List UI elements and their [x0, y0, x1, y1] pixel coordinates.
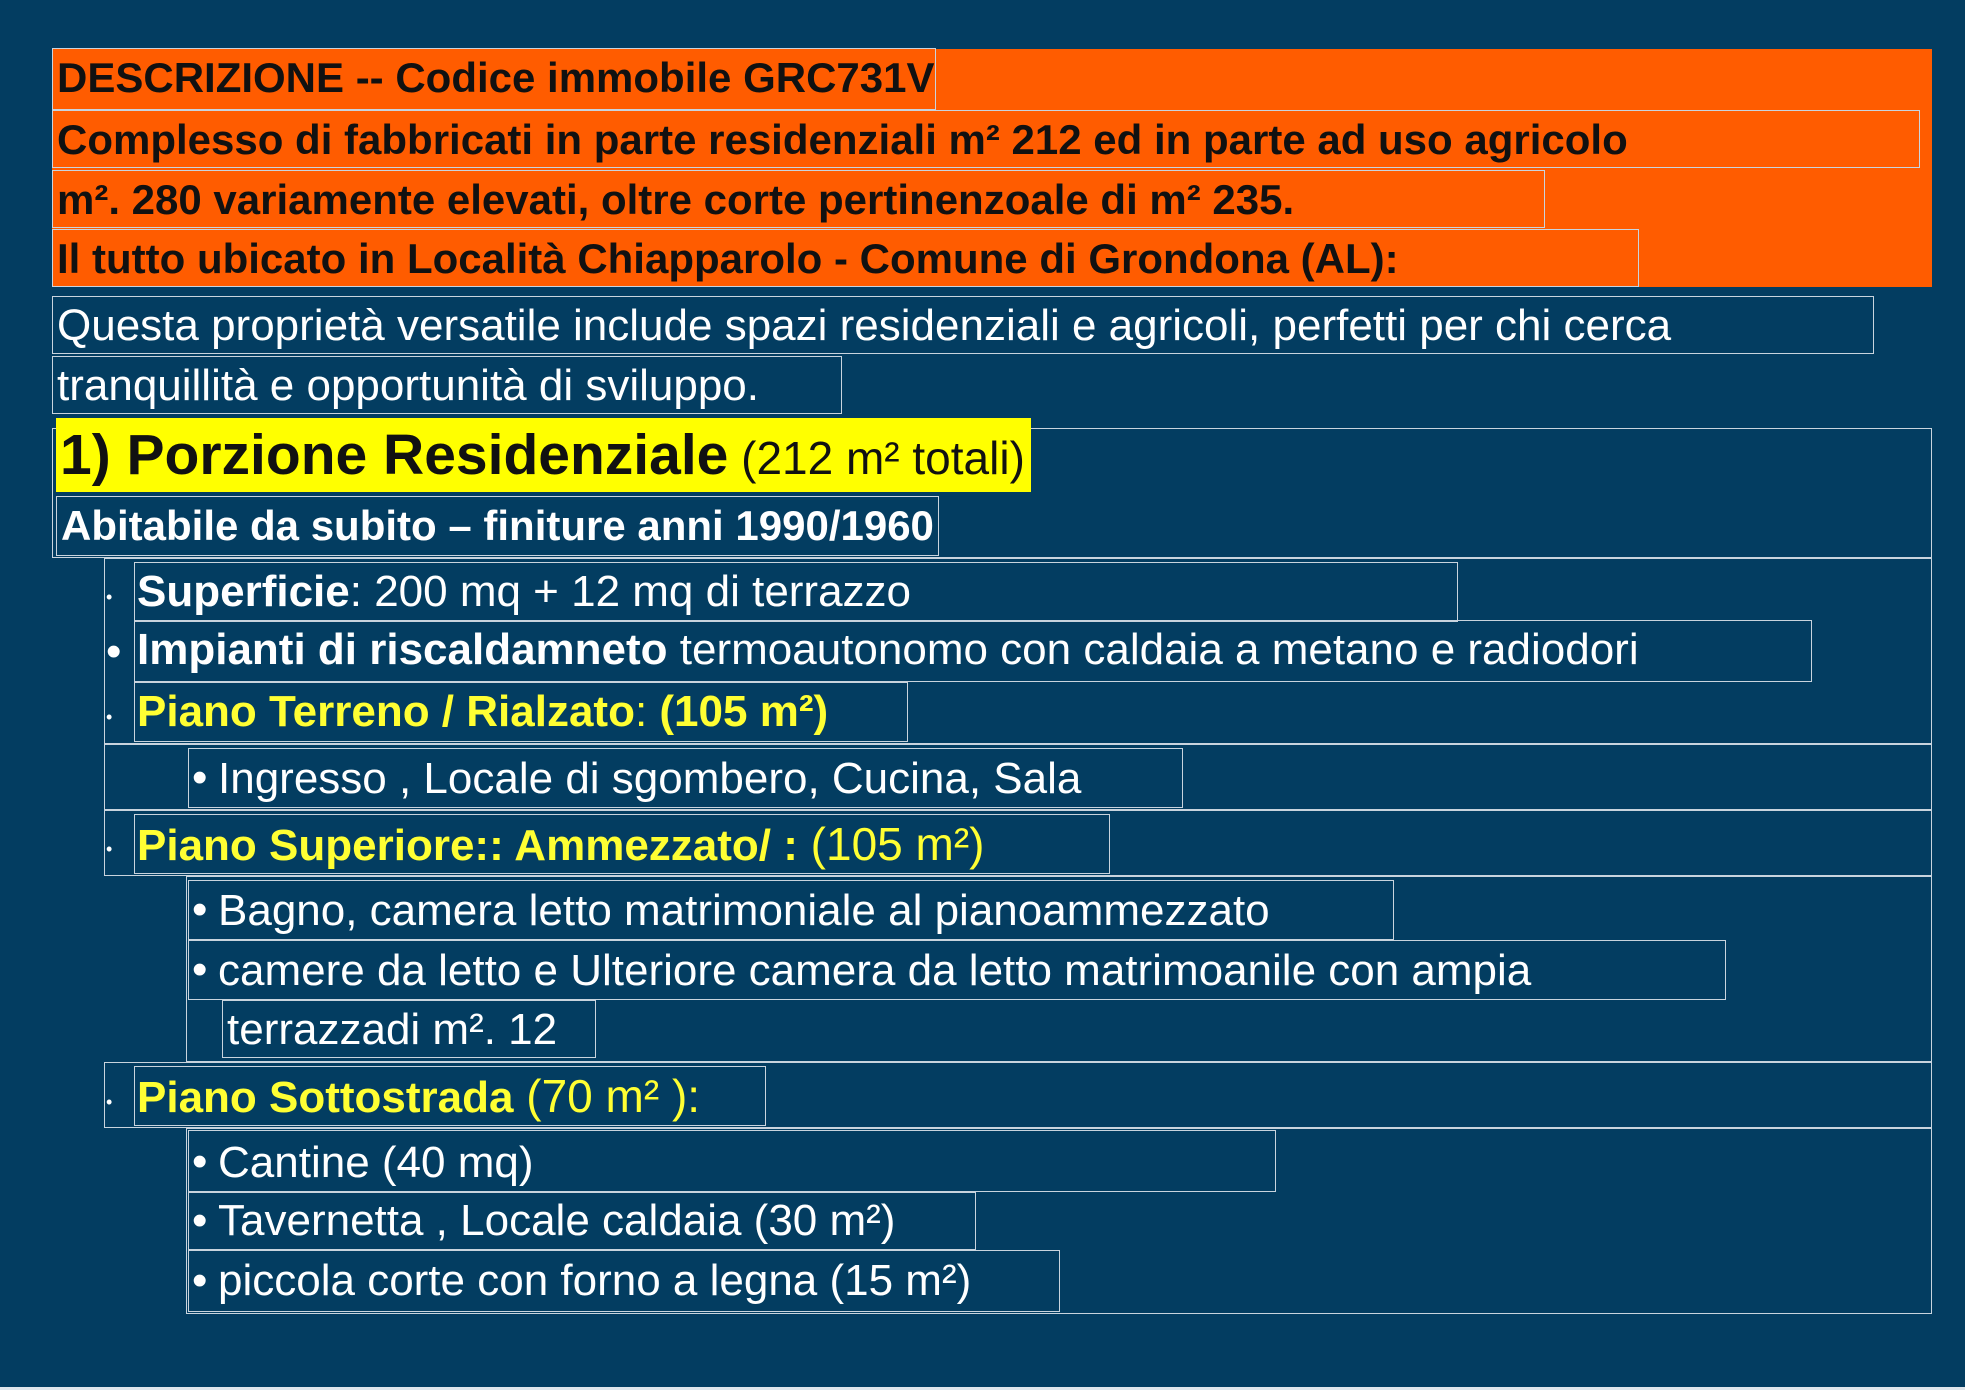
item-sottostrada-room2: Tavernetta , Locale caldaia (30 m²)	[218, 1196, 896, 1245]
bullet-superficie: •	[106, 587, 113, 607]
terreno-size: (105 m²)	[659, 687, 829, 736]
intro-line-1: Questa proprietà versatile include spazi residenziali e agricoli, perfetti per chi cerca	[52, 296, 1874, 354]
impianti-label: Impianti di riscaldamneto	[137, 625, 668, 674]
item-superficie	[134, 562, 1458, 622]
bullet-sottostrada: •	[106, 1092, 113, 1112]
sottostrada-size: (70 m² ):	[513, 1070, 701, 1122]
bullet-terreno: •	[106, 707, 113, 727]
superiore-label: Piano Superiore:: Ammezzato/ :	[137, 821, 798, 870]
superficie-label: Superficie	[137, 567, 350, 616]
bullet-sottostrada-room3: •	[192, 1256, 208, 1305]
section-1-title-size: (212 m² totali)	[728, 432, 1025, 484]
header-line-3: m². 280 variamente elevati, oltre corte pertinenzoale di m² 235.	[52, 170, 1545, 228]
sottostrada-label: Piano Sottostrada	[137, 1073, 514, 1122]
impianti-text: termoautonomo con caldaia a metano e radiodori	[667, 625, 1639, 674]
section-1-title-bold: 1) Porzione Residenziale	[60, 423, 729, 487]
section-1-subtitle: Abitabile da subito – finiture anni 1990/1960	[56, 496, 939, 556]
intro-line-2: tranquillità e opportunità di sviluppo.	[52, 356, 842, 414]
bullet-impianti: •	[106, 627, 122, 676]
item-sottostrada-room1: Cantine (40 mq)	[218, 1138, 534, 1187]
superiore-size: (105 m²)	[797, 818, 985, 870]
superficie-text: : 200 mq + 12 mq di terrazzo	[349, 567, 912, 616]
bullet-superiore-room1: •	[192, 885, 208, 934]
section-1-title	[56, 418, 1031, 492]
bullet-sottostrada-room1: •	[192, 1137, 208, 1186]
header-line-1: DESCRIZIONE -- Codice immobile GRC731V	[52, 48, 936, 110]
bullet-superiore-room2: •	[192, 945, 208, 994]
item-superiore-room1: Bagno, camera letto matrimoniale al pianoammezzato	[218, 886, 1270, 935]
bullet-superiore: •	[106, 839, 113, 859]
header-line-4: Il tutto ubicato in Località Chiapparolo - Comune di Grondona (AL):	[52, 229, 1639, 287]
item-sottostrada-room3: piccola corte con forno a legna (15 m²)	[218, 1256, 972, 1305]
item-superiore-room2: camere da letto e Ulteriore camera da letto matrimoanile con ampia	[218, 946, 1532, 995]
header-line-2: Complesso di fabbricati in parte residenziali m² 212 ed in parte ad uso agricolo	[52, 110, 1920, 168]
terreno-label: Piano Terreno / Rialzato	[137, 687, 635, 736]
bullet-sottostrada-room2: •	[192, 1196, 208, 1245]
terreno-separator: :	[634, 687, 660, 736]
item-piano-sottostrada	[134, 1066, 766, 1126]
item-terreno-rooms: Ingresso , Locale di sgombero, Cucina, Sala	[218, 754, 1082, 803]
item-impianti	[134, 620, 1812, 682]
item-piano-terreno	[134, 682, 908, 742]
item-piano-superiore	[134, 814, 1110, 874]
bullet-terreno-rooms: •	[192, 753, 208, 802]
item-superiore-room2-cont: terrazzadi m². 12	[222, 1000, 596, 1058]
